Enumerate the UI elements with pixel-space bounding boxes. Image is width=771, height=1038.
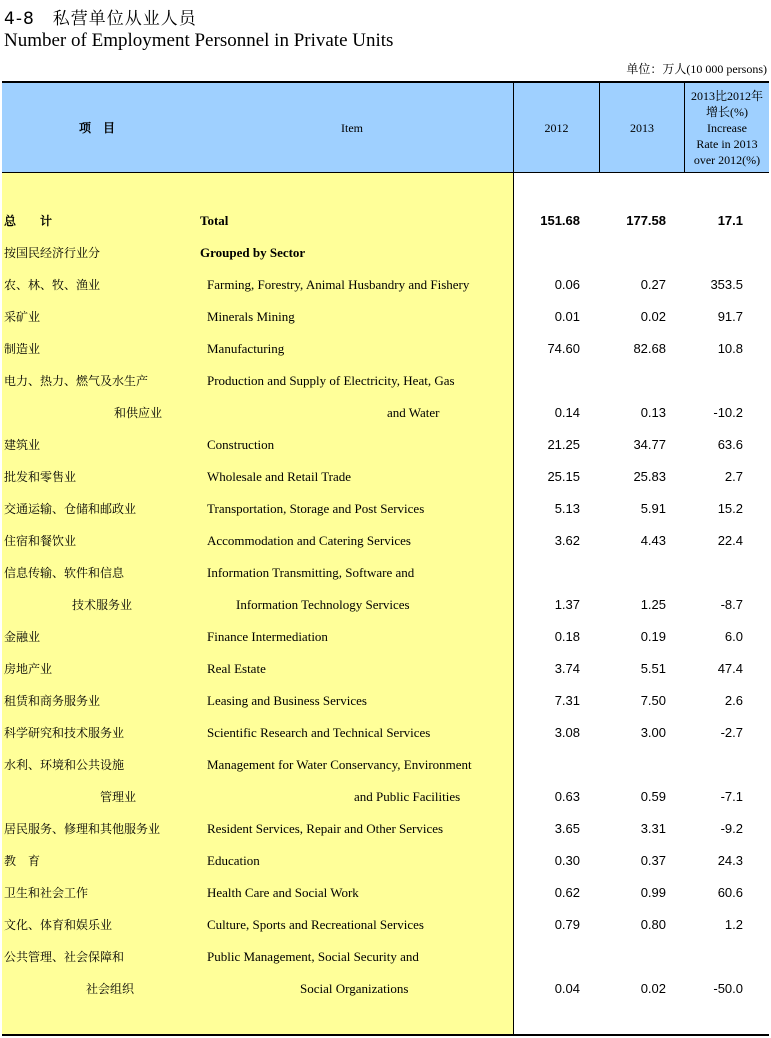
value-2012-cell: 0.18 [554,629,580,644]
item-en-cell: Transportation, Storage and Post Services [207,501,425,516]
table-number-title-cn: 4-8 私营单位从业人员 [4,9,197,29]
item-en-cell: Scientific Research and Technical Services [207,725,431,740]
item-en-cell: Finance Intermediation [207,629,328,644]
item-en-cell: Construction [207,437,275,452]
header-rate-line: Rate in 2013 [696,136,758,151]
item-cn-cell: 按国民经济行业分 [4,246,101,260]
value-2013-cell: 0.37 [640,853,666,868]
item-en-cell: Management for Water Conservancy, Environment [207,757,472,772]
item-cn-cell: 批发和零售业 [4,470,77,484]
value-2012-cell: 3.62 [554,533,580,548]
value-2012-cell [514,365,580,397]
value-2012-cell: 1.37 [554,597,580,612]
value-2013-cell: 0.27 [640,277,666,292]
value-2012-cell: 0.62 [554,885,580,900]
value-2012-cell [514,749,580,781]
increase-rate-cell: 60.6 [717,885,743,900]
item-cn-cell: 建筑业 [4,438,41,452]
item-cn-cell: 农、林、牧、渔业 [4,278,101,292]
value-2012-cell: 25.15 [547,469,580,484]
table-row [2,301,769,333]
table-row [2,781,769,813]
table-row [2,813,769,845]
increase-rate-cell: 63.6 [717,437,743,452]
item-en-cell: Public Management, Social Security and [207,949,419,964]
increase-rate-cell: -7.1 [720,789,743,804]
value-2012-cell: 0.79 [554,917,580,932]
table-row [2,493,769,525]
item-cn-cell: 和供应业 [114,406,163,420]
table-row [2,877,769,909]
item-en-cell: Leasing and Business Services [207,693,367,708]
table-row [2,205,769,237]
table-title-en: Number of Employment Personnel in Private Units [4,30,394,51]
increase-rate-cell [685,941,743,973]
increase-rate-cell: 2.6 [724,693,743,708]
value-2013-cell: 3.31 [640,821,666,836]
increase-rate-cell: -9.2 [720,821,743,836]
item-cn-cell: 总 计 [4,214,53,228]
value-2013-cell [600,365,666,397]
value-2012-cell: 3.65 [554,821,580,836]
table-row [2,397,769,429]
increase-rate-cell: 2.7 [724,469,743,484]
item-en-cell: Education [207,853,260,868]
increase-rate-cell: 17.1 [717,213,743,228]
item-cn-cell: 水利、环境和公共设施 [4,758,125,772]
value-2012-cell: 7.31 [554,693,580,708]
increase-rate-cell: -10.2 [713,405,743,420]
data-table [2,81,769,1036]
value-2013-cell: 0.99 [640,885,666,900]
value-2013-cell: 34.77 [633,437,666,452]
item-cn-cell: 文化、体育和娱乐业 [4,918,113,932]
table-row [2,717,769,749]
item-cn-cell: 电力、热力、燃气及水生产 [4,374,149,388]
value-2012-cell: 0.04 [554,981,580,996]
value-2013-cell: 5.51 [640,661,666,676]
value-2013-cell: 0.13 [640,405,666,420]
value-2012-cell [514,557,580,589]
item-en-cell: Farming, Forestry, Animal Husbandry and Fishery [207,277,470,292]
value-2013-cell: 7.50 [640,693,666,708]
table-row [2,845,769,877]
value-2013-cell: 0.59 [640,789,666,804]
value-2013-cell [600,941,666,973]
increase-rate-cell: 91.7 [717,309,743,324]
header-2012: 2012 [544,120,569,135]
value-2013-cell: 177.58 [626,213,666,228]
header-rate-line: over 2012(%) [693,152,761,167]
item-cn-cell: 金融业 [4,630,41,644]
item-en-cell: Information Transmitting, Software and [207,565,415,580]
item-en-cell: Real Estate [207,661,266,676]
table-row [2,461,769,493]
table-row [2,269,769,301]
item-cn-cell: 居民服务、修理和其他服务业 [4,822,161,836]
item-en-cell: and Public Facilities [354,789,461,804]
increase-rate-cell: 353.5 [710,277,743,292]
item-en-cell: Health Care and Social Work [207,885,359,900]
item-en-cell: Resident Services, Repair and Other Services [207,821,444,836]
item-cn-cell: 技术服务业 [72,598,133,612]
value-2012-cell: 0.63 [554,789,580,804]
header-rule [2,172,769,173]
table-row [2,525,769,557]
table-row [2,749,769,781]
value-2013-cell: 3.00 [640,725,666,740]
item-cn-cell: 住宿和餐饮业 [4,534,77,548]
item-cn-cell: 交通运输、仓储和邮政业 [4,502,137,516]
item-en-cell: Culture, Sports and Recreational Services [207,917,424,932]
value-2012-cell: 21.25 [547,437,580,452]
item-en-cell: Grouped by Sector [200,245,306,260]
item-cn-cell: 公共管理、社会保障和 [4,950,125,964]
header-2013: 2013 [630,120,654,135]
item-cn-cell: 信息传输、软件和信息 [4,566,125,580]
table-row [2,621,769,653]
value-2013-cell [600,237,666,269]
value-2013-cell: 0.02 [640,309,666,324]
value-2012-cell: 0.01 [554,309,580,324]
item-en-cell: Information Technology Services [236,597,410,612]
value-2013-cell: 5.91 [640,501,666,516]
value-2012-cell [514,237,580,269]
value-2013-cell: 4.43 [640,533,666,548]
header-increase-rate [685,83,769,172]
item-en-cell: Minerals Mining [207,309,295,324]
value-2012-cell: 151.68 [540,213,580,228]
item-en-cell: Wholesale and Retail Trade [207,469,352,484]
header-rate-line: 增长(%) [706,104,748,119]
increase-rate-cell: -50.0 [713,981,743,996]
item-cn-cell: 科学研究和技术服务业 [4,726,125,740]
value-2012-cell: 0.14 [554,405,580,420]
value-2013-cell: 0.80 [640,917,666,932]
table-row [2,557,769,589]
increase-rate-cell: 10.8 [717,341,743,356]
item-en-cell: Manufacturing [207,341,285,356]
increase-rate-cell: -2.7 [720,725,743,740]
item-en-cell: Total [200,213,229,228]
item-en-cell: Production and Supply of Electricity, Heat, Gas [207,373,455,388]
table-row [2,429,769,461]
value-2012-cell: 3.74 [554,661,580,676]
unit-label: 单位：万人(10 000 persons) [626,62,767,76]
increase-rate-cell: 1.2 [724,917,743,932]
increase-rate-cell [685,557,743,589]
table-row [2,941,769,973]
item-en-cell: Social Organizations [300,981,409,996]
value-2012-cell: 5.13 [554,501,580,516]
header-item-cn: 项 目 [78,120,115,135]
increase-rate-cell: 6.0 [724,629,743,644]
value-2013-cell [600,557,666,589]
table-row [2,333,769,365]
item-cn-cell: 租赁和商务服务业 [4,694,101,708]
item-cn-cell: 管理业 [100,790,137,804]
increase-rate-cell [685,749,743,781]
value-2013-cell: 1.25 [640,597,666,612]
item-cn-cell: 制造业 [4,342,41,356]
header-rate-line: 2013比2012年 [690,88,763,103]
increase-rate-cell [685,237,743,269]
table-row [2,237,769,269]
increase-rate-cell [685,365,743,397]
table-row [2,589,769,621]
increase-rate-cell: 15.2 [717,501,743,516]
table-row [2,909,769,941]
value-2012-cell: 0.30 [554,853,580,868]
item-en-cell: Accommodation and Catering Services [207,533,411,548]
table-row [2,973,769,1005]
item-cn-cell: 采矿业 [4,310,41,324]
value-2012-cell: 74.60 [547,341,580,356]
value-2013-cell: 0.19 [640,629,666,644]
increase-rate-cell: 47.4 [717,661,743,676]
item-cn-cell: 房地产业 [4,662,53,676]
value-2013-cell: 0.02 [640,981,666,996]
value-2012-cell [514,941,580,973]
increase-rate-cell: 22.4 [717,533,743,548]
table-row [2,685,769,717]
value-2013-cell: 25.83 [633,469,666,484]
value-2012-cell: 0.06 [554,277,580,292]
header-rate-line: Increase [707,120,747,135]
table-bottom-rule [2,1034,769,1036]
value-2013-cell [600,749,666,781]
table-row [2,365,769,397]
header-item-en: Item [341,120,363,135]
increase-rate-cell: 24.3 [717,853,743,868]
item-en-cell: and Water [387,405,440,420]
item-cn-cell: 社会组织 [86,982,135,996]
item-cn-cell: 卫生和社会工作 [4,886,89,900]
increase-rate-cell: -8.7 [720,597,743,612]
value-2012-cell: 3.08 [554,725,580,740]
value-2013-cell: 82.68 [633,341,666,356]
table-row [2,653,769,685]
item-cn-cell: 教 育 [4,854,41,868]
